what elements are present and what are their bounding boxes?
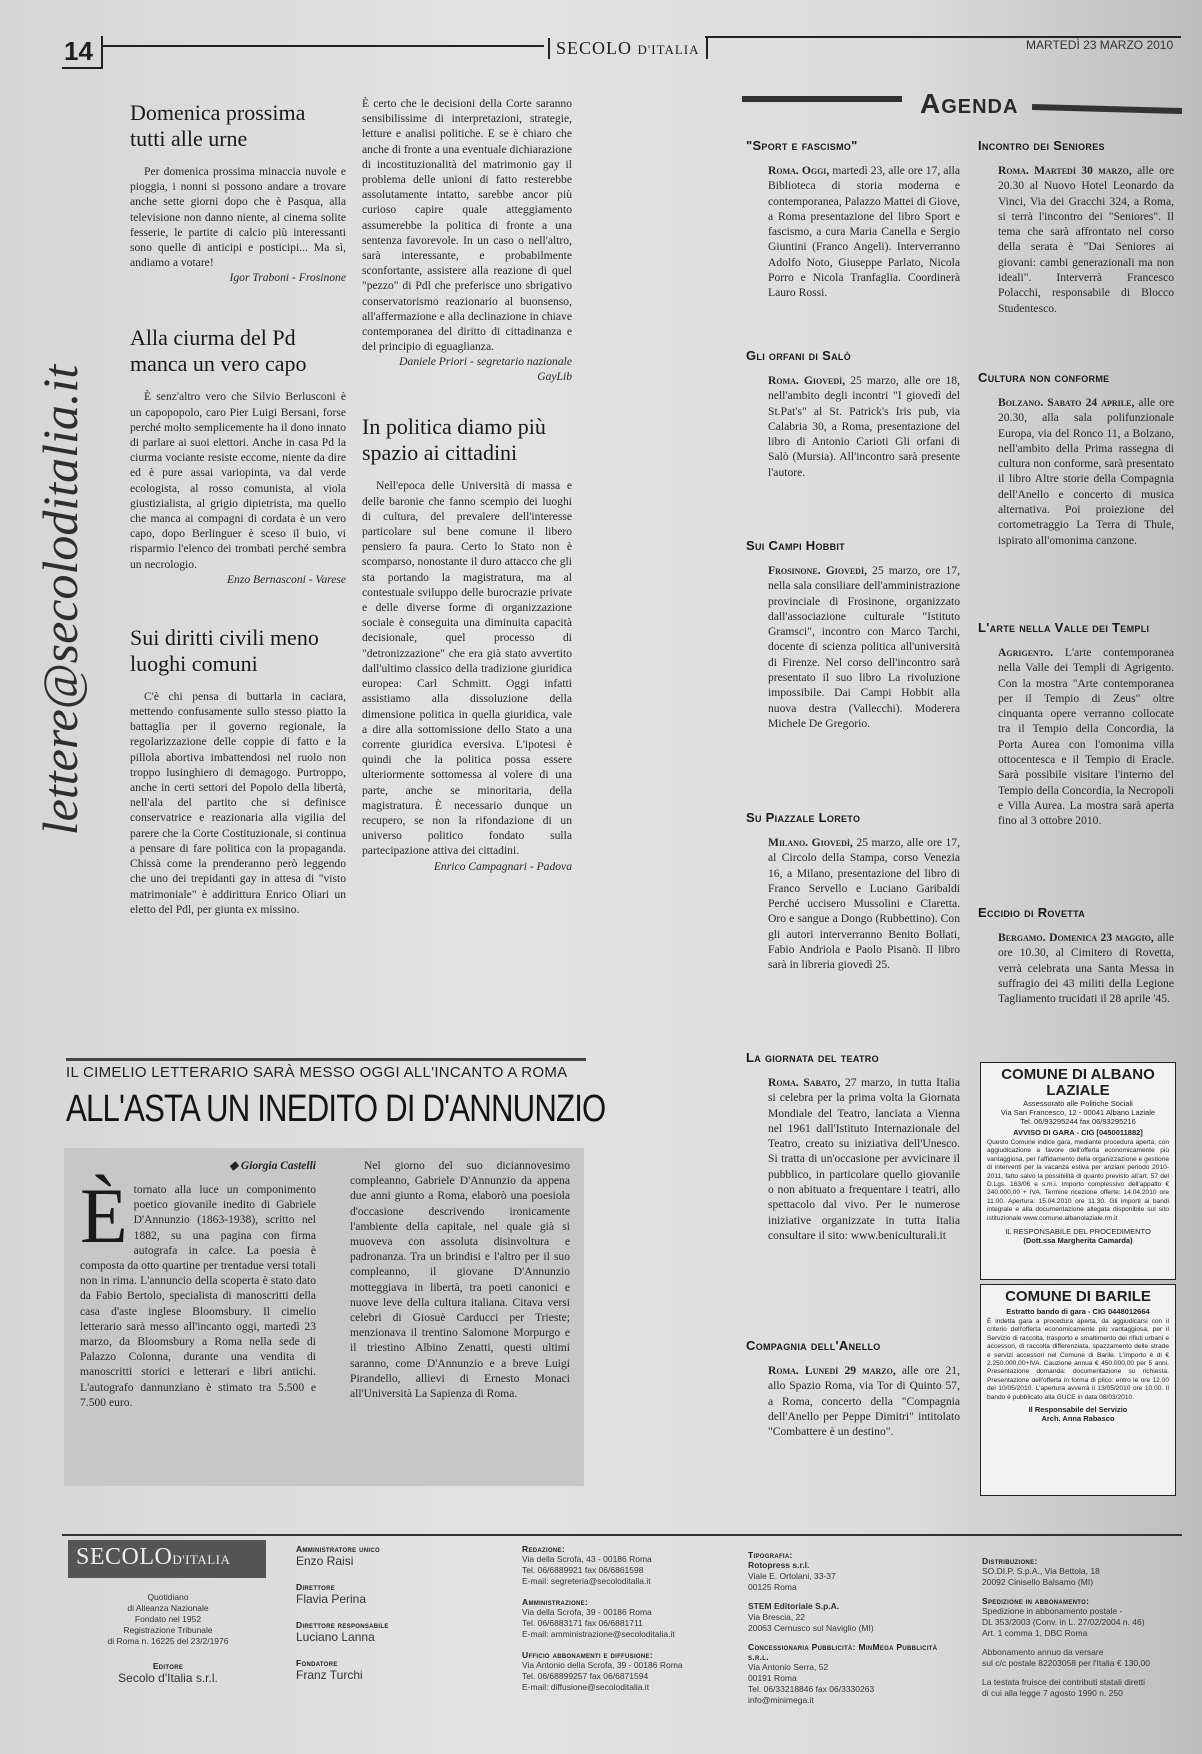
agenda-city: Bolzano. bbox=[998, 396, 1044, 409]
letter-title: In politica diamo più spazio ai cittadini bbox=[362, 414, 546, 466]
agenda-heading: L'arte nella Valle dei Templi bbox=[978, 620, 1150, 635]
article-title: ALL'ASTA UN INEDITO DI D'ANNUNZIO bbox=[66, 1088, 606, 1130]
agenda-city: Roma. bbox=[768, 374, 799, 387]
agenda-text: Roma. Martedì 30 marzo, alle ore 20.30 al Nuovo Hotel Leonardo da Vinci, Via dei Gracchi 324, a Roma, si terrà l'incontro dei "Seniores". Il tema che sarà affrontato nel corso della serata è "Dai Seniores ai giovani: cambi generazionali ma non ideali". Interverrà Francesco Polacchi, responsabile di Blocco Studentesco. bbox=[998, 164, 1174, 315]
footer-distribution: Distribuzione: SO.DI.P. S.p.A., Via Bettola, 18 20092 Cinisello Balsamo (MI) Spedizione in abbonamento: Spedizione in abbonamento postale - DL 353/2003 (Conv. in L. 27/02/2004 n. 46) Art. 1 comma 1, DBC Roma Abbonamento annuo da versare sul c/c postale 82203058 per l'Italia € 130,00 La testata fruisce dei contributi statali diretti di cui alla legge 7 agosto 1990 n. 250 bbox=[982, 1556, 1150, 1698]
letter-signature: Enrico Campagnari - Padova bbox=[433, 859, 572, 873]
article-body: tornato alla luce un componimento poetico giovanile inedito di Gabriele D'Annunzio (1863-1938), scritto nel 1882, su una pagina con firma autografa in calce. La poesia è composta da otto quartine per trentadue versi totali non in rima. L'annuncio della scoperta è stato dato da Fabio Bertolo, specialista di manoscritti della casa d'aste inglese Bloomsbury. Il cimelio letterario sarà messo all'incanto oggi, martedì 23 marzo, da Bloomsbury a Roma nella sede di Palazzo Colonna, durante una vendita di manoscritti storici e letterari e libri antichi. L'autografo dannunziano è stimato tra 5.500 e 7.500 euro. bbox=[80, 1183, 316, 1409]
letters-email-sidebar bbox=[30, 100, 90, 1100]
letter-2 bbox=[130, 325, 346, 586]
letter-4 bbox=[362, 414, 572, 873]
agenda-item bbox=[978, 370, 1174, 620]
agenda-heading: "Sport e fascismo" bbox=[746, 138, 858, 153]
agenda-city: Roma. bbox=[768, 1076, 799, 1089]
letter-title: Alla ciurma del Pd manca un vero capo bbox=[130, 325, 307, 377]
article-column-1 bbox=[80, 1158, 316, 1410]
agenda-text: Bolzano. Sabato 24 aprile, alle ore 20.30, alla sala polifunzionale Europa, via del Ronco 11, a Bolzano, nell'ambito della Prima rassegna di cultura non conforme, sarà presentato il libro Altre storie della Compagnia dell'Anello e concerto di musica alternativa. Poi proiezione del cortometraggio La Terra di Thule, ispirato all'omonima canzone. bbox=[998, 396, 1175, 547]
ad-subtitle: Assessorato alle Politiche Sociali bbox=[1023, 1099, 1133, 1108]
letters-column-2 bbox=[362, 96, 572, 874]
agenda-heading: Incontro dei Seniores bbox=[978, 138, 1105, 153]
agenda-heading: Eccidio di Rovetta bbox=[978, 905, 1086, 920]
footer-logo: SECOLOD'ITALIA bbox=[68, 1540, 266, 1578]
agenda-lead: Martedì 30 marzo, bbox=[1034, 164, 1132, 177]
agenda-text: Roma. Lunedì 29 marzo, alle ore 21, allo Spazio Roma, via Tor di Quinto 57, a Roma, concerto della "Compagnia dell'Anello per Peppe Dimitri" intitolato "Combattere è un destino". bbox=[768, 1364, 960, 1439]
ad-footer: Arch. Anna Rabasco bbox=[1041, 1414, 1115, 1424]
footer-contacts: Redazione: Via della Scrofa, 43 - 00186 Roma Tel. 06/6889921 fax 06/6861598 E-mail: segreteria@secoloditalia.it Amministrazione: Via della Scrofa, 39 - 00186 Roma Tel. 06/6883171 fax 06/6881711 E-mail: amministrazione@secoloditalia.it Ufficio abbonamenti e diffusione: Via Antonio della Scrofa, 39 - 00186 Roma Tel. 06/68899257 fax 06/6871594 E-mail: diffusione@secoloditalia.it bbox=[522, 1544, 683, 1692]
letter-body: C'è chi pensa di buttarla in caciara, mettendo confusamente sullo stesso piatto la battaglia per il governo regionale, la regolarizzazione delle coppie di fatto e la pillola abortiva imbattendosi nel ruolo non troppo lusinghiero di demagogo. Purtroppo, anche in certi settori del Popolo della libertà, nell'ala del partito che si definisce conservatrice e reazionaria alla vigilia del parere che la Corte Costituzionale, si continua a pensare di fare politica con la propaganda. Chissà come la prenderanno però leggendo che uno dei trepidanti gay in attesa di "visto matrimoniale" è addirittura Enrico Oliari un eletto del Pdl, per giunta ex missino. bbox=[130, 689, 346, 916]
article-box bbox=[64, 1148, 584, 1486]
agenda-item bbox=[978, 905, 1174, 1006]
letter-1 bbox=[130, 100, 346, 285]
agenda-heading: Gli orfani di Salò bbox=[746, 348, 852, 363]
agenda-city: Roma. bbox=[768, 1364, 799, 1377]
letter-body: È senz'altro vero che Silvio Berlusconi è un capopopolo, caro Pier Luigi Bersani, forse perché molto semplicemente ha il dono innato di parlare ai suoi elettori. Anche in casa Pd la ciurma vociante resiste eccome, niente da dire ed è pure assai variopinta, va dal verde ecologista, al rosso comunista, al viola giustizialista, al grigio dipietrista, ma quello che manca ai compagni di cordata è un vero capo, dopo Berlinguer è sceso il buio, vi risparmio l'elenco dei trombati perché sembra un necrologio. bbox=[130, 390, 346, 571]
agenda-lead: Oggi, bbox=[801, 164, 830, 177]
letter-title: Sui diritti civili meno luoghi comuni bbox=[130, 624, 319, 676]
agenda-heading: Compagnia dell'Anello bbox=[746, 1338, 881, 1353]
letter-signature: Daniele Priori - segretario nazionale GayLib bbox=[399, 355, 572, 384]
agenda-lead: Lunedì 29 marzo, bbox=[804, 1364, 896, 1377]
agenda-city: Roma. bbox=[768, 164, 799, 177]
agenda-lead: Sabato 24 aprile, bbox=[1047, 396, 1135, 409]
agenda-item bbox=[746, 538, 960, 810]
article-author: ◆ Giorgia Castelli bbox=[229, 1160, 316, 1172]
agenda-rule-right bbox=[1032, 104, 1182, 114]
agenda-lead: Giovedì, bbox=[825, 564, 867, 577]
ad-subtitle: Tel. 06/93295244 fax 06/93295216 bbox=[1020, 1117, 1136, 1126]
letter-body: È certo che le decisioni della Corte saranno sensibilissime di interpretazioni, strategie, letture e analisi politiche. E se è chiaro che anche di fronte a una eventuale dichiarazione di incostituzionalità del matrimonio gay il problema delle unioni di fatto resterebbe assolutamente intatto, sarebbe ancor più curioso capire quale atteggiamento assumerebbe la politica di fronte a una sentenza favorevole. In un caso o nell'altro, sarà interessante, e probabilmente sconfortante, assistere alla reazione di quel "pezzo" di Pdl che preferisce uno sbrigativo conservatorismo reazionario al buonsenso, all'affermazione e alla declinazione in chiave contemporanea del diritto di cittadinanza e del principio di eguaglianza. bbox=[362, 97, 572, 354]
ad-body: Questo Comune indice gara, mediante procedura aperta, con aggiudicazione a favore dell'offerta economicamente più vantaggiosa, per l'affidamento della organizzazione e gestione di interventi per la vacanza estiva per anziani periodo 2010-2011, fatto salvo la possibilità di quanto previsto all'art. 57 del D.Lgs. 163/06 e s.m.i. Importo complessivo dell'appalto € 240.000,00 + IVA. Termine ricezione offerte: 14.04.2010 ore 11.00. Apertura: 15.04.2010 ore 11.30. Gli importi ai bandi integrale e alla documentazione allegata disponibile sul sito istituzionale www.comune.albanolaziale.rm.it bbox=[987, 1139, 1169, 1222]
letter-3-continued bbox=[362, 96, 572, 384]
agenda-heading: Sui Campi Hobbit bbox=[746, 538, 845, 553]
letters-column-1 bbox=[130, 100, 346, 917]
agenda-text: Agrigento. L'arte contemporanea nella Valle dei Templi di Agrigento. Con la mostra "Arte contemporanea per il Tempio di Zeus" oltre cinquanta opere verranno collocate tra il Tempio della Concordia, la Porta Aurea con l'omonima villa ottocentesca e il Tempio di Eracle. Sarà possibile visitare l'interno del Tempio della Concordia, la Necropoli e Villa Aurea. La mostra sarà aperta fino al 3 ottobre 2010. bbox=[998, 646, 1174, 828]
agenda-text: Roma. Giovedì, 25 marzo, alle ore 18, nell'ambito degli incontri "I giovedì del St.Pat's" al St. Patrick's Iris pub, via Calabria 30, a Roma, presentazione del libro di Antonio Carioti Gli orfani di Salò (Mursia). All'incontro sarà presente l'autore. bbox=[768, 374, 960, 479]
agenda-lead: Domenica 23 maggio, bbox=[1049, 931, 1154, 944]
ad-footer: Il Responsabile del Servizio bbox=[1028, 1405, 1128, 1415]
article-body: Nel giorno del suo diciannovesimo compleanno, Gabriele D'Annunzio da appena due anni giunto a Roma, elaborò una poesiola d'occasione descrivendo ironicamente l'ambiente della capitale, nel quale già si muoveva con assoluta disinvoltura e padronanza. Tra un brindisi e l'altro per il suo compleanno, il giovane D'Annunzio motteggiava in libertà, tra poeti canonici e nuove leve della cultura italiana. Citava versi celebri di Giosuè Carducci per Trieste; menzionava il trentino Salomone Morpurgo e il triestino Albino Zenatti, questi ultimi saranno, come D'Annunzio e a breve Luigi Pirandello, allievi di Ernesto Monaci all'Università La Sapienza di Roma. bbox=[350, 1159, 570, 1401]
agenda-city: Roma. bbox=[998, 164, 1029, 177]
article-top-rule bbox=[66, 1058, 586, 1061]
issue-date: MARTEDÌ 23 MARZO 2010 bbox=[1026, 38, 1174, 52]
ad-headline: AVVISO DI GARA - CIG [0450011882] bbox=[1013, 1128, 1143, 1137]
agenda-text: Bergamo. Domenica 23 maggio, alle ore 10.30, al Cimitero di Rovetta, verrà celebrata una Santa Messa in suffragio dei 43 militi della Legione Tagliamento trucidati il 28 aprile '45. bbox=[998, 931, 1174, 1006]
agenda-column-1 bbox=[746, 138, 960, 1439]
letter-body: Nell'epoca delle Università di massa e delle baronie che fanno scempio dei luoghi di cultura, del prevalere dell'interesse particolare sul bene comune il libero pensiero fa paura. Certo lo Stato non è scomparso, nonostante il duro attacco che gli sta portando la magistratura, ma al contestuale sviluppo delle burocrazie private e delle diverse forme di organizzazione sociale è conseguita una diminuita capacità decisionale, quel processo di "detronizzazione" che era già stato avvertito dall'ultimo classico della tradizione giuridica europea: Carl Schmitt. Oggi infatti assistiamo alla dissoluzione della dimensione politica in quella giuridica, vale a dire alla sottomissione dello Stato a una corrente giuridica eversiva. L'ipotesi è quindi che la politica possa essere ulteriormente sottomessa al volere di una parte, anche se minoritaria, della magistratura. È necessario dunque un recupero, se non la rifondazione di un universo politico fondato sulla partecipazione attiva dei cittadini. bbox=[362, 479, 572, 858]
agenda-lead: Sabato, bbox=[803, 1076, 841, 1089]
agenda-heading: Su Piazzale Loreto bbox=[746, 810, 861, 825]
agenda-item bbox=[746, 810, 960, 1050]
letter-3 bbox=[130, 625, 346, 917]
ad-footer: (Dott.ssa Margherita Camarda) bbox=[1023, 1236, 1133, 1246]
agenda-lead: Giovedì, bbox=[803, 374, 846, 387]
agenda-item bbox=[978, 620, 1174, 905]
article-column-2 bbox=[350, 1158, 570, 1401]
agenda-item bbox=[746, 348, 960, 538]
ad-subtitle: Via San Francesco, 12 - 00041 Albano Laziale bbox=[1000, 1108, 1156, 1117]
page-number: 14 bbox=[62, 36, 103, 69]
article-kicker: IL CIMELIO LETTERARIO SARÀ MESSO OGGI ALL'INCANTO A ROMA bbox=[66, 1064, 568, 1081]
agenda-city: Agrigento. bbox=[998, 646, 1054, 659]
agenda-lead: Giovedì, bbox=[811, 836, 853, 849]
letter-signature: Enzo Bernasconi - Varese bbox=[226, 572, 346, 586]
ad-body: È indetta gara a procedura aperta, da aggiudicarsi con il criterio dell'offerta economicamente più vantaggiosa, per il Servizio di raccolta, trasporto e smaltimento dei rifiuti urbani e accessori, di raccolta differenziata, spazzamento delle strade e servizi accessori nel Comune di Barile. L'importo è di € 2.250.000,00+IVA. Cauzione annua € 450.000,00 per 5 anni. Presentazione domanda: documentazione su richiesta. Presentazione dell'offerta in forma di plico: entro le ore 12.00 del 10/05/2010. L'apertura avverrà il 13/05/2010 ore 10.00. Il bando è pubblicato alla GUCE in data 08/03/2010. bbox=[987, 1318, 1169, 1401]
agenda-item bbox=[746, 1338, 960, 1439]
agenda-city: Bergamo. bbox=[998, 931, 1046, 944]
agenda-text: Roma. Sabato, 27 marzo, in tutta Italia si celebra per la prima volta la Giornata Mondiale del Teatro, lanciata a Vienna nel 1961 dall'Istituto Internazionale del Teatro, creato su iniziativa dell'Unesco. Si tratta di un'occasione per avvicinare il pubblico, in particolare quello giovanile o non abituato a frequentare i teatri, allo spettacolo dal vivo. Per le numerose iniziative organizzate in tutta Italia consultare il sito: www.beniculturali.it bbox=[768, 1076, 960, 1242]
agenda-text: Milano. Giovedì, 25 marzo, alle ore 17, al Circolo della Stampa, corso Venezia 16, a Milano, presentazione del libro di Franco Servello e Luciano Garibaldi Perché uccisero Mussolini e Claretta. Oro e sangue a Dongo (Rubbettino). Con gli autori interverranno Benito Bollati, Fabio Andriola e Paolo Pisanò. Il libro sarà in libreria giovedì 25. bbox=[768, 836, 960, 972]
letter-signature: Igor Traboni - Frosinone bbox=[229, 271, 346, 285]
masthead-name: SECOLO bbox=[556, 38, 633, 58]
ad-barile bbox=[980, 1284, 1176, 1496]
masthead bbox=[548, 38, 708, 59]
agenda-city: Frosinone. bbox=[768, 564, 821, 577]
agenda-column-2 bbox=[978, 138, 1174, 1006]
letter-title: Domenica prossima tutti alle urne bbox=[130, 100, 306, 151]
footer-description: Quotidiano di Alleanza Nazionale Fondato nel 1952 Registrazione Tribunale di Roma n. 16225 del 23/2/1976 Editore Secolo d'Italia s.r.l. bbox=[107, 1592, 229, 1685]
footer-staff: Amministratore unico Enzo Raisi Direttore Flavia Perina Direttore responsabile Luciano Lanna Fondatore Franz Turchi bbox=[296, 1544, 389, 1682]
ad-title: COMUNE DI BARILE bbox=[1005, 1288, 1151, 1305]
agenda-item bbox=[978, 138, 1174, 370]
article-dropcap: È bbox=[80, 1172, 128, 1259]
ad-title: COMUNE DI ALBANO LAZIALE bbox=[1001, 1066, 1155, 1099]
ad-headline: Estratto bando di gara - CIG 0448012664 bbox=[1006, 1307, 1150, 1316]
agenda-item bbox=[746, 138, 960, 348]
ad-albano-laziale bbox=[980, 1062, 1176, 1280]
footer-print: Tipografia: Rotopress s.r.l. Viale E. Ortolani, 33-37 00125 Roma STEM Editoriale S.p.A. Via Brescia, 22 20063 Cernusco sul Naviglio (MI) Concessionaria Pubblicità: MinMega Pubblicità s.r.l. Via Antonio Serra, 52 00191 Roma Tel. 06/33218846 fax 06/3330263 info@minimega.it bbox=[748, 1550, 938, 1705]
letter-body: Per domenica prossima minaccia nuvole e pioggia, i nonni si possono andare a trovare anche sette giorni dopo che è Pasqua, alla televisione non danno niente, al cinema solite fesserie, le partite di calcio più interessanti sono quelle di anticipi e posticipi... Ma sì, andiamo a votare! bbox=[130, 165, 346, 270]
header-rule-left bbox=[102, 45, 544, 47]
agenda-text: Frosinone. Giovedì, 25 marzo, ore 17, nella sala consiliare dell'amministrazione provinciale di Frosinone, organizzato dall'associazione culturale "Istituto Gramsci", incontro con Marco Tarchi, docente di scienza politica all'università di Firenze. Nel corso dell'incontro sarà presentato il suo libro La rivoluzione impossibile. Dai Campi Hobbit alla nuova destra (Vallecchi). Moderera Michele De Gregorio. bbox=[768, 564, 960, 730]
agenda-heading: La giornata del teatro bbox=[746, 1050, 879, 1065]
agenda-rule-left bbox=[742, 96, 902, 102]
masthead-small: D'ITALIA bbox=[637, 42, 700, 57]
letters-email[interactable]: lettere@secoloditalia.it bbox=[32, 364, 88, 836]
agenda-item bbox=[746, 1050, 960, 1338]
agenda-title: Agenda bbox=[920, 88, 1019, 119]
ad-footer: IL RESPONSABILE DEL PROCEDIMENTO bbox=[1005, 1227, 1151, 1237]
agenda-heading: Cultura non conforme bbox=[978, 370, 1110, 385]
agenda-city: Milano. bbox=[768, 836, 809, 849]
agenda-text: Roma. Oggi, martedì 23, alle ore 17, alla Biblioteca di storia moderna e contemporanea, Palazzo Mattei di Giove, a Roma presentazione del libro Sport e fascismo, a cura Maria Canella e Sergio Giuntini (Franco Angeli). Interverranno Adolfo Noto, Giuseppe Parlato, Nicola Porro e Nicola Tranfaglia. Coordinerà Lauro Rossi. bbox=[768, 164, 960, 300]
